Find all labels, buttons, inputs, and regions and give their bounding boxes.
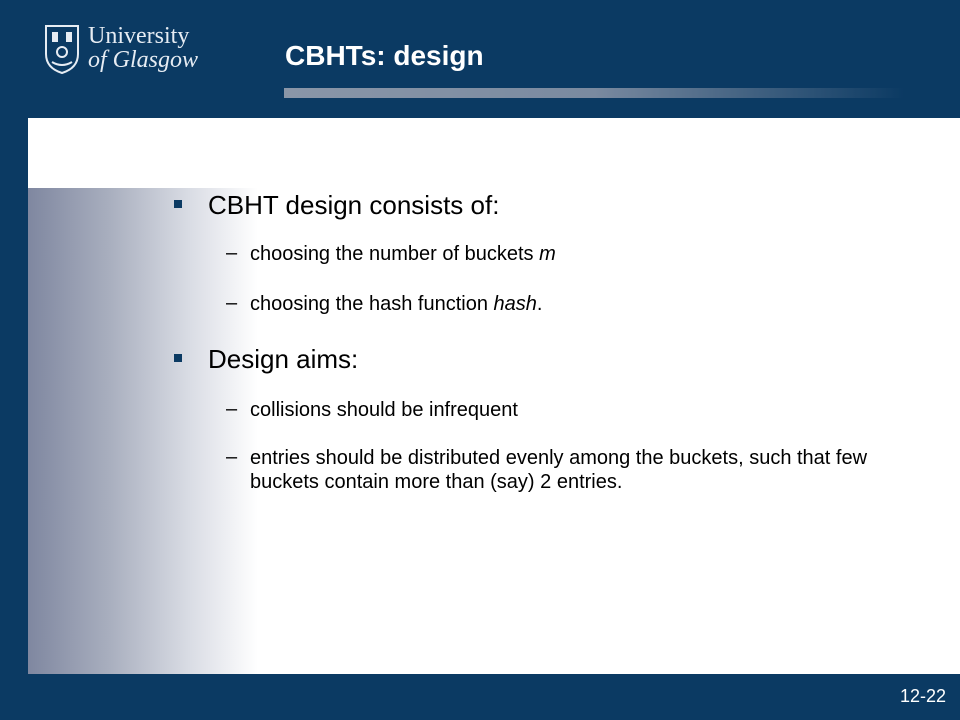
bullet-text: CBHT design consists of: xyxy=(208,190,500,220)
university-logo xyxy=(44,24,224,80)
sub-item-text-plain: choosing the number of buckets xyxy=(250,243,540,265)
dash-marker: – xyxy=(226,292,238,314)
logo-line-1: University xyxy=(88,23,190,49)
sub-item-text xyxy=(250,292,910,316)
title-underline xyxy=(284,88,904,98)
dash-marker: – xyxy=(226,398,238,420)
side-gradient-band xyxy=(28,188,258,674)
content-area xyxy=(28,118,960,674)
footer-bar xyxy=(0,674,960,720)
sub-item-text: collisions should be infrequent xyxy=(250,399,518,421)
bullet-text: Design aims: xyxy=(208,344,359,374)
logo-line-2: of Glasgow xyxy=(88,47,199,73)
crest-icon xyxy=(44,24,80,74)
dash-marker: – xyxy=(226,446,238,468)
square-bullet-icon xyxy=(174,354,182,362)
logo-wordmark xyxy=(88,24,198,72)
slide-title: CBHTs: design xyxy=(285,40,484,71)
sub-item-text-emphasis: hash xyxy=(493,293,537,315)
sub-item-text-after: . xyxy=(536,293,543,315)
sub-item-text-plain: choosing the hash function xyxy=(250,293,494,315)
sub-item-text-emphasis: m xyxy=(539,243,556,265)
slide-number: 12-22 xyxy=(899,686,946,706)
square-bullet-icon xyxy=(174,200,182,208)
dash-marker: – xyxy=(226,242,238,264)
sub-item-text: entries should be distributed evenly among the buckets, such that few buckets contain more than (say) 2 entries. xyxy=(250,447,868,493)
sub-item-text xyxy=(250,242,910,266)
